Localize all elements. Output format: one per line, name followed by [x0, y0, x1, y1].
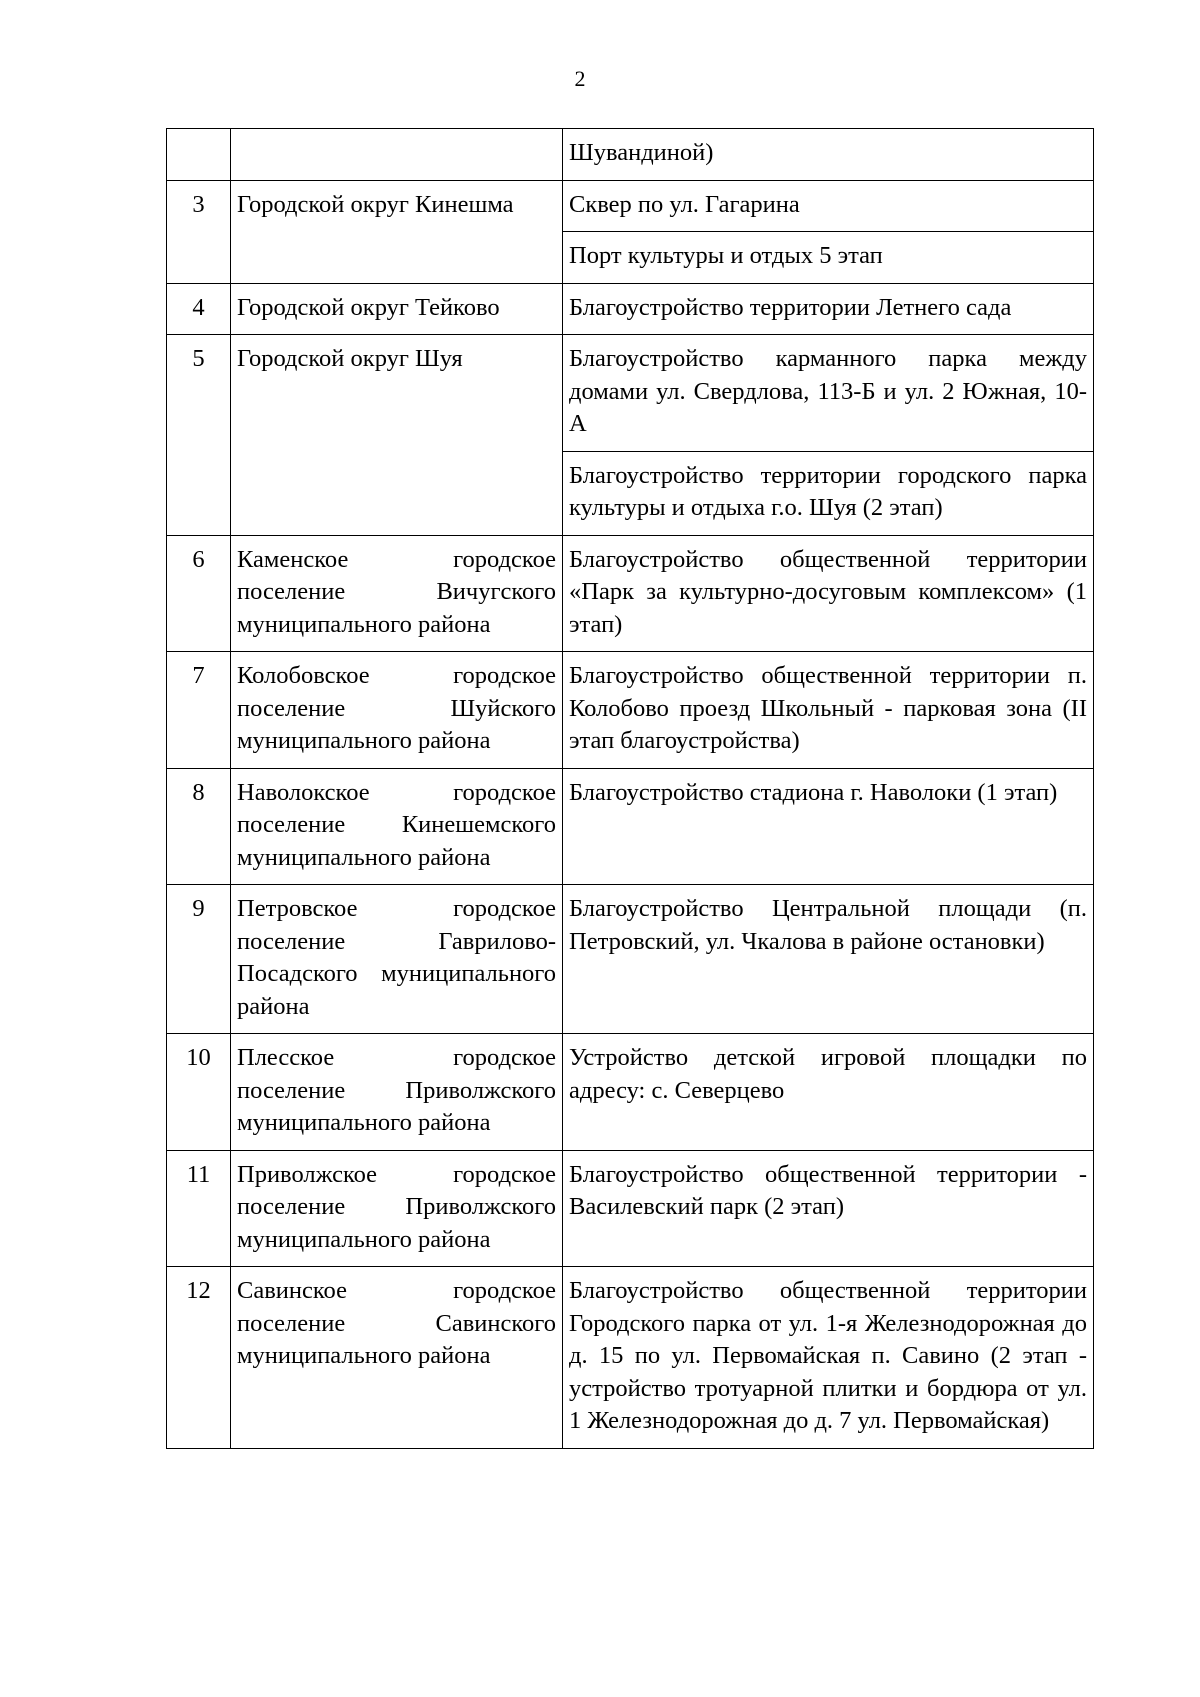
table-row [167, 129, 1094, 181]
municipality-cell: Городской округ Шуя [231, 335, 563, 536]
object-cell: Шувандиной) [563, 129, 1094, 181]
table-row [167, 1150, 1094, 1267]
object-cell: Сквер по ул. Гагарина [563, 180, 1094, 232]
object-cell: Благоустройство стадиона г. Наволоки (1 этап) [563, 768, 1094, 885]
table-row [167, 768, 1094, 885]
municipality-cell: Савинское городское поселение Савинского муниципального района [231, 1267, 563, 1449]
object-cell: Благоустройство территории Летнего сада [563, 283, 1094, 335]
table-row [167, 1267, 1094, 1449]
object-cell: Благоустройство общественной территории Городского парка от ул. 1-я Железнодорожная до д. 15 по ул. Первомайская п. Савино (2 этап - устройство тротуарной плитки и бордюра от ул. 1 Железнодорожная до д. 7 ул. Первомайская) [563, 1267, 1094, 1449]
row-number: 9 [167, 885, 231, 1034]
table-row [167, 335, 1094, 452]
table-row [167, 180, 1094, 232]
row-number: 8 [167, 768, 231, 885]
page-number: 2 [574, 66, 586, 91]
row-number: 11 [167, 1150, 231, 1267]
row-number: 5 [167, 335, 231, 536]
object-cell: Благоустройство территории городского парка культуры и отдыха г.о. Шуя (2 этап) [563, 451, 1094, 535]
table-row [167, 283, 1094, 335]
municipality-cell: Городской округ Тейково [231, 283, 563, 335]
row-number: 6 [167, 535, 231, 652]
table-row [167, 1034, 1094, 1151]
row-number: 4 [167, 283, 231, 335]
municipality-cell [231, 129, 563, 181]
row-number: 7 [167, 652, 231, 769]
table-row [167, 535, 1094, 652]
object-cell: Устройство детской игровой площадки по адресу: с. Северцево [563, 1034, 1094, 1151]
object-cell: Благоустройство общественной территории «Парк за культурно-досуговым комплексом» (1 этап) [563, 535, 1094, 652]
object-cell: Порт культуры и отдых 5 этап [563, 232, 1094, 284]
municipality-cell: Городской округ Кинешма [231, 180, 563, 283]
row-number [167, 129, 231, 181]
table-row [167, 885, 1094, 1034]
municipality-cell: Каменское городское поселение Вичугского муниципального района [231, 535, 563, 652]
row-number: 12 [167, 1267, 231, 1449]
object-cell: Благоустройство общественной территории - Василевский парк (2 этап) [563, 1150, 1094, 1267]
object-cell: Благоустройство карманного парка между домами ул. Свердлова, 113-Б и ул. 2 Южная, 10-А [563, 335, 1094, 452]
municipality-cell: Петровское городское поселение Гаврилово-Посадского муниципального района [231, 885, 563, 1034]
object-cell: Благоустройство общественной территории п. Колобово проезд Школьный - парковая зона (II этап благоустройства) [563, 652, 1094, 769]
table-row [167, 652, 1094, 769]
row-number: 3 [167, 180, 231, 283]
municipality-cell: Колобовское городское поселение Шуйского муниципального района [231, 652, 563, 769]
object-cell: Благоустройство Центральной площади (п. Петровский, ул. Чкалова в районе остановки) [563, 885, 1094, 1034]
municipality-cell: Наволокское городское поселение Кинешемского муниципального района [231, 768, 563, 885]
row-number: 10 [167, 1034, 231, 1151]
municipality-cell: Приволжское городское поселение Приволжского муниципального района [231, 1150, 563, 1267]
municipal-objects-table [166, 128, 1094, 1449]
municipality-cell: Плесское городское поселение Приволжского муниципального района [231, 1034, 563, 1151]
